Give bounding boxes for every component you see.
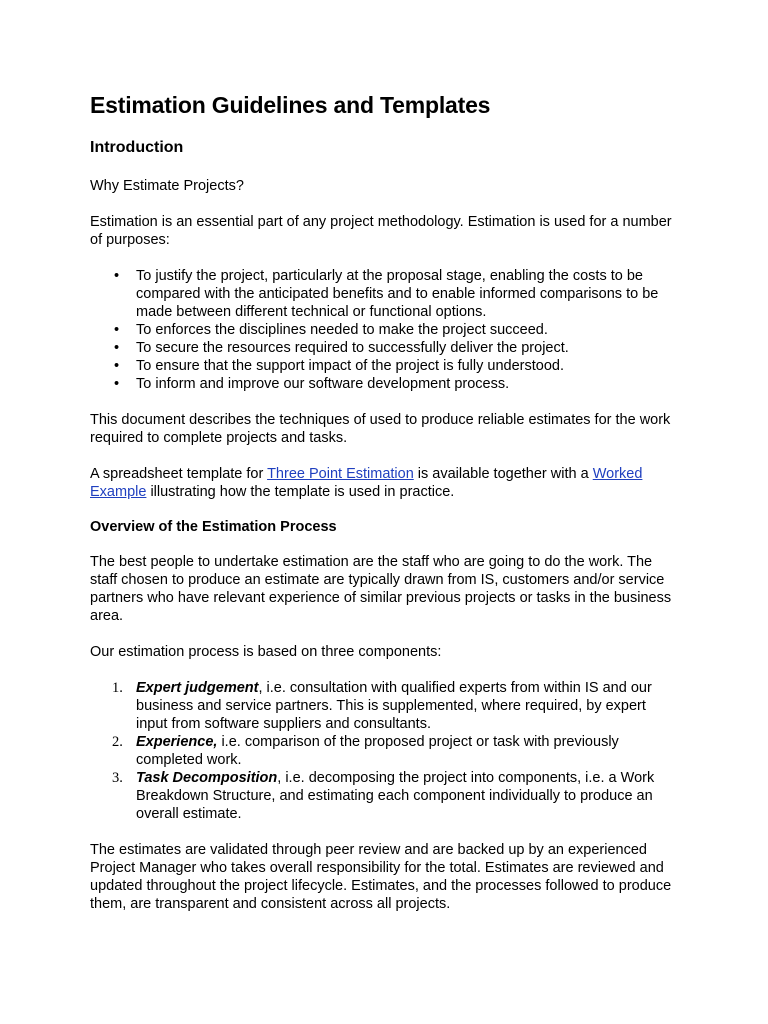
bullet-icon: •	[114, 340, 120, 356]
bullet-icon: •	[114, 376, 120, 392]
template-text-after: illustrating how the template is used in practice.	[146, 484, 455, 500]
list-item	[114, 375, 678, 393]
template-text-middle: is available together with a	[413, 466, 593, 482]
component-text: , i.e. consultation with qualified experts from within IS and our business and service partners. This is supplemented, where required, by expert input from software suppliers and consultants.	[136, 680, 652, 732]
component-term: Experience,	[136, 734, 218, 750]
introduction-heading: Introduction	[90, 139, 184, 156]
list-item-text: To justify the project, particularly at the proposal stage, enabling the costs to be compared with the anticipated benefits and to enable informed comparisons to be made between different technical or functional options.	[136, 268, 659, 320]
list-number: 1.	[112, 680, 123, 696]
purpose-paragraph: Estimation is an essential part of any project methodology. Estimation is used for a number of purposes:	[90, 214, 672, 248]
list-item	[112, 769, 678, 823]
template-paragraph	[90, 465, 678, 501]
list-item	[114, 267, 678, 321]
bullet-icon: •	[114, 322, 120, 338]
overview-paragraph-staff: The best people to undertake estimation are the staff who are going to do the work. The staff chosen to produce an estimate are typically drawn from IS, customers and/or service partners who have relevant experience of similar previous projects or tasks in the business area.	[90, 554, 672, 624]
overview-paragraph-components: Our estimation process is based on three components:	[90, 644, 442, 660]
overview-heading: Overview of the Estimation Process	[90, 519, 337, 535]
document-title: Estimation Guidelines and Templates	[90, 92, 491, 118]
worked-example-link[interactable]: Worked Example	[90, 466, 643, 500]
list-number: 3.	[112, 770, 123, 786]
component-text: i.e. comparison of the proposed project or task with previously completed work.	[136, 734, 619, 768]
component-text: , i.e. decomposing the project into components, i.e. a Work Breakdown Structure, and estimating each component individually to produce an overall estimate.	[136, 770, 655, 822]
purpose-list	[90, 267, 678, 393]
three-point-estimation-link[interactable]: Three Point Estimation	[267, 466, 414, 482]
component-term: Task Decomposition	[136, 770, 278, 786]
list-item-text: To inform and improve our software development process.	[136, 376, 510, 392]
list-item	[112, 679, 678, 733]
bullet-icon: •	[114, 358, 120, 374]
template-text-before: A spreadsheet template for	[90, 466, 268, 482]
components-list	[90, 679, 678, 823]
list-item-text: To secure the resources required to successfully deliver the project.	[136, 340, 569, 356]
list-item	[114, 339, 678, 357]
list-number: 2.	[112, 734, 123, 750]
why-estimate-question: Why Estimate Projects?	[90, 178, 244, 194]
list-item-text: To ensure that the support impact of the project is fully understood.	[136, 358, 564, 374]
bullet-icon: •	[114, 268, 120, 284]
list-item	[114, 357, 678, 375]
list-item-text: To enforces the disciplines needed to make the project succeed.	[136, 322, 548, 338]
list-item	[114, 321, 678, 339]
document-description-paragraph: This document describes the techniques of used to produce reliable estimates for the work required to complete projects and tasks.	[90, 412, 671, 446]
list-item	[112, 733, 678, 769]
overview-paragraph-validation: The estimates are validated through peer review and are backed up by an experienced Project Manager who takes overall responsibility for the total. Estimates are reviewed and updated throughout the project lifecycle. Estimates, and the processes followed to produce them, are transparent and consistent across all projects.	[90, 842, 672, 912]
component-term: Expert judgement	[136, 680, 259, 696]
